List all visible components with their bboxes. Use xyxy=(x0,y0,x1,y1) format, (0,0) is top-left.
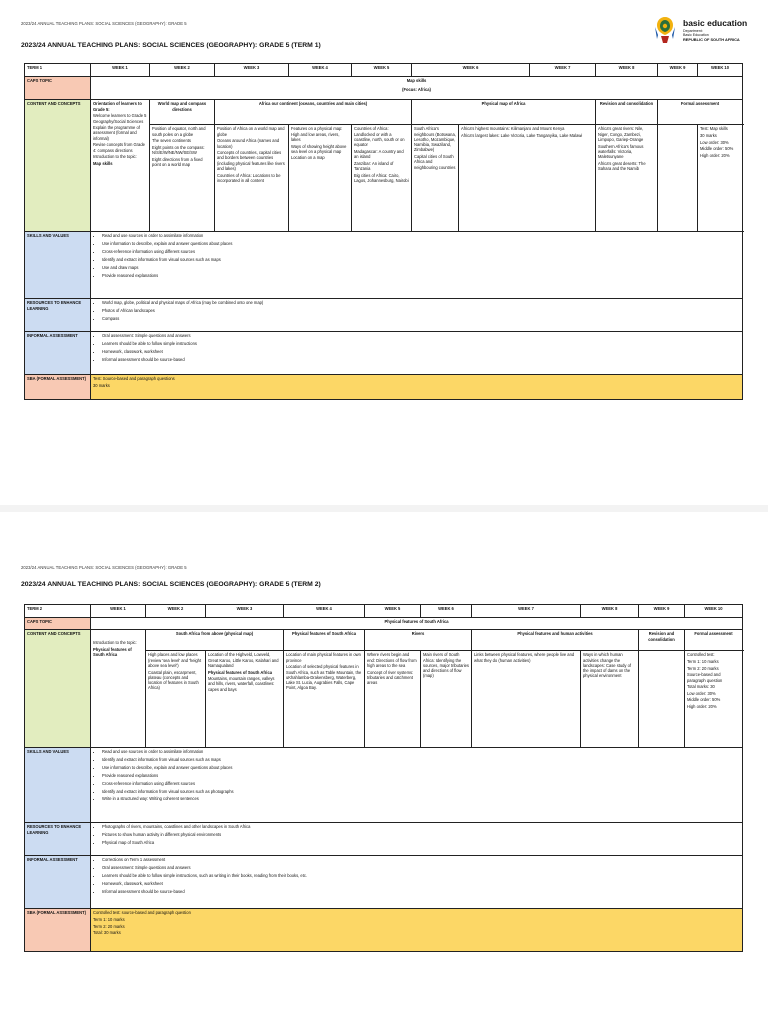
sub-physical-map: Physical map of Africa xyxy=(412,100,596,125)
sub-human-activities: Physical features and human activities xyxy=(472,630,639,651)
week-header: WEEK 7 xyxy=(472,605,581,618)
content-line: Location on a map xyxy=(291,155,325,161)
content-line: Africa's great rivers: Nile, Niger, Congo, Zambezi, Limpopo, Gariep-Orange xyxy=(598,126,644,142)
skill-item: • Identify and extract information from visual sources such as maps xyxy=(102,757,740,762)
week-header: WEEK 6 xyxy=(421,605,472,618)
sba-label: SBA (FORMAL ASSESSMENT) xyxy=(25,909,91,952)
sba-cell xyxy=(91,375,743,400)
content-line: Features on a physical map: High and low areas, rivers, lakes xyxy=(291,126,343,142)
content-line: Controlled test: xyxy=(687,652,715,658)
week-8-content xyxy=(581,651,639,748)
content-line: Zanzibar: An island of Tanzania xyxy=(354,160,394,171)
skill-item: • Provide reasoned explanations xyxy=(102,773,740,778)
content-line: High places and low places (review 'sea level' and 'height above sea level') xyxy=(148,652,202,668)
skill-item: • Cross-reference information using different sources xyxy=(102,249,740,254)
week-6-content xyxy=(421,651,472,748)
informal-row xyxy=(25,856,743,909)
w1-heading: Orientation of learners to Grade 5: xyxy=(93,101,142,112)
content-line: South Africa's neighbours (Botswana, Lesotho, Mozambique, Namibia, Swaziland, Zimbabwe) xyxy=(414,126,456,153)
content-line: Low order: 30% xyxy=(687,690,716,696)
content-line: Eight points on the compass: N/S/E/W/NE/NW/SE/SW xyxy=(152,144,205,156)
content-line: Position of Africa on a world map and globe xyxy=(217,126,285,137)
skill-item: • Read and use sources in order to assimilate information xyxy=(102,749,740,754)
w1-bold: Map skills xyxy=(93,160,113,166)
logo-basic-education: Basic Education xyxy=(683,33,709,37)
content-line: Eight directions from a fixed point on a world map xyxy=(152,156,203,168)
w1-intro: Introduction to the topic: xyxy=(93,640,137,646)
skill-item: • Use information to describe, explain and answer questions about places xyxy=(102,765,740,770)
skills-cell xyxy=(91,748,743,823)
content-line: Location of main physical features in own province xyxy=(286,652,361,663)
resource-item: • Photographs of rivers, mountains, coastlines and other landscapes in South Africa xyxy=(102,824,740,829)
content-line: Africa's great deserts: The Sahara and the Namib xyxy=(598,160,646,171)
content-line: Southern Africa's famous waterfalls: Victoria, Maletsunyane xyxy=(598,143,644,160)
sub-physical-features: Physical features of South Africa xyxy=(284,630,365,651)
week-header: WEEK 9 xyxy=(658,64,698,77)
content-line: Term 1: 10 marks xyxy=(687,659,719,665)
content-line: Ways in which human activities change the landscapes: Case study of the impact of dams on the physical environment xyxy=(583,652,632,679)
caps-topic-label: CAPS TOPIC xyxy=(25,77,91,100)
content-line: Links between physical features, where people live and what they do (human activities) xyxy=(474,652,575,663)
content-line: Location of the Highveld, Lowveld, Great Karoo, Little Karoo, Kalahari and Namaqualand xyxy=(208,652,279,668)
sba-line: Controlled test: source-based and paragraph question xyxy=(93,910,191,916)
content-line: Ways of showing height above sea level on a physical map xyxy=(291,143,347,154)
logo-name: basic education xyxy=(683,18,748,28)
coat-of-arms-icon xyxy=(651,15,679,45)
content-line: Africa's highest mountains: Kilimanjaro and Mount Kenya xyxy=(461,126,565,132)
sba-cell xyxy=(91,909,743,952)
week-header: WEEK 4 xyxy=(289,64,352,77)
caps-focus: (Focus: Africa) xyxy=(402,86,431,92)
content-line: Countries of Africa: Landlocked or with a coastline, north, south or on equator xyxy=(354,126,405,148)
caps-topic: Physical features of South Africa xyxy=(91,618,743,630)
w1-line: Welcome learners to Grade 5 Geography/Social Sciences xyxy=(93,113,147,124)
content-line: Low order: 30% xyxy=(700,139,729,145)
content-line: Term 2: 20 marks xyxy=(687,665,719,671)
week-header: WEEK 2 xyxy=(150,64,215,77)
w1-bold: Physical features of South Africa xyxy=(93,647,132,658)
informal-label: INFORMAL ASSESSMENT xyxy=(25,332,91,375)
week-header: WEEK 4 xyxy=(284,605,365,618)
week-header: WEEK 7 xyxy=(530,64,596,77)
week-header: WEEK 3 xyxy=(215,64,289,77)
informal-item: • Informal assessment should be source-based xyxy=(102,889,740,894)
resources-cell xyxy=(91,823,743,856)
content-line: 30 marks xyxy=(700,133,717,139)
content-line: Position of equator, north and south poles on a globe xyxy=(152,126,206,137)
sba-line: Test: Source-based and paragraph questions xyxy=(93,376,175,382)
informal-item: • Corrections on Term 1 assessment xyxy=(102,857,740,862)
week-2-content xyxy=(150,125,215,232)
content-line-bold: Physical features of South Africa xyxy=(208,669,273,675)
week-4-content xyxy=(284,651,365,748)
content-line: Where rivers begin and end: Directions of flow from high areas to the sea xyxy=(367,652,417,668)
resources-row xyxy=(25,823,743,856)
page-title: 2023/24 ANNUAL TEACHING PLANS: SOCIAL SCIENCES (GEOGRAPHY): GRADE 5 (TERM 2) xyxy=(21,581,321,588)
caps-topic: Map skills xyxy=(406,78,427,84)
w1-line: Introduction to the topic: xyxy=(93,154,137,160)
content-line: Location of selected physical features in South Africa, such as Table Mountain, the uKhahlamba-Drakensberg, Waterberg, Lake St. Lucia, Augrabies Falls, Cape Point, Algoa Bay. xyxy=(286,664,362,691)
week-header: WEEK 3 xyxy=(206,605,284,618)
content-concepts-label: CONTENT AND CONCEPTS xyxy=(25,100,91,232)
week-9-content xyxy=(658,125,698,232)
content-line: Africa's largest lakes: Lake Victoria, Lake Tanganyika, Lake Malawi xyxy=(461,133,583,139)
content-line: Total marks: 30 xyxy=(687,684,715,690)
w1-line: Explain the programme of assessment (formal and informal) xyxy=(93,125,140,141)
content-concepts-label: CONTENT AND CONCEPTS xyxy=(25,630,91,748)
sub-revision: Revision and consolidation xyxy=(596,100,658,125)
page-title: 2023/24 ANNUAL TEACHING PLANS: SOCIAL SCIENCES (GEOGRAPHY): GRADE 5 (TERM 1) xyxy=(21,42,321,49)
informal-item: • Learners should be able to follow simple instructions xyxy=(102,341,740,346)
informal-item: • Homework, classwork, worksheet xyxy=(102,881,740,886)
resources-row xyxy=(25,299,743,332)
skills-cell xyxy=(91,232,743,299)
w1-line: Revise concepts from Grade 4: compass directions xyxy=(93,142,145,153)
week-6-content xyxy=(412,125,459,232)
sub-world-map: World map and compass directions xyxy=(150,100,215,125)
sba-row xyxy=(25,909,743,952)
skill-item: • Use information to describe, explain and answer questions about places xyxy=(102,241,740,246)
informal-item: • Oral assessment: Simple questions and answers xyxy=(102,865,740,870)
week-header-row xyxy=(25,605,743,618)
skill-item: • Cross-reference information using different sources xyxy=(102,781,740,786)
week-header-row xyxy=(25,64,743,77)
logo-republic: REPUBLIC OF SOUTH AFRICA xyxy=(683,37,740,42)
sba-line: 30 marks xyxy=(93,383,110,389)
content-line: The seven continents xyxy=(152,138,191,144)
caps-topic-label: CAPS TOPIC xyxy=(25,618,91,630)
skill-item: • Write in a structured way: Writing coherent sentences xyxy=(102,796,740,801)
resource-item: • Pictures to show human activity in different physical environments xyxy=(102,832,740,837)
sub-formal-assessment: Formal assessment xyxy=(685,630,743,651)
sba-row xyxy=(25,375,743,400)
sba-line: Term 2: 20 marks xyxy=(93,923,125,929)
week-9-content xyxy=(639,651,685,748)
content-line: Mountains, mountain ranges, valleys and hills, rivers, waterfall, coastlines: capes and bays xyxy=(208,676,275,692)
informal-cell xyxy=(91,856,743,909)
caps-topic-row xyxy=(25,618,743,630)
week-7-content xyxy=(472,651,581,748)
term-label: TERM 2 xyxy=(25,605,91,618)
sub-africa: Africa our continent (oceans, countries and main cities) xyxy=(215,100,412,125)
week-2-content xyxy=(146,651,206,748)
skills-label: SKILLS AND VALUES xyxy=(25,748,91,823)
skill-item: • Read and use sources in order to assimilate information xyxy=(102,233,740,238)
sub-formal-assessment: Formal assessment xyxy=(658,100,743,125)
content-subheading-row xyxy=(25,100,743,125)
skill-item: • Identify and extract information from visual sources such as photographs xyxy=(102,789,740,794)
week-3-content xyxy=(206,651,284,748)
informal-item: • Informal assessment should be source-based xyxy=(102,357,740,362)
term-label: TERM 1 xyxy=(25,64,91,77)
content-subheading-row xyxy=(25,630,743,651)
week-header: WEEK 1 xyxy=(91,605,146,618)
content-line: Test: Map skills xyxy=(700,126,728,132)
resources-cell xyxy=(91,299,743,332)
sub-rivers: Rivers xyxy=(365,630,472,651)
week-header: WEEK 1 xyxy=(91,64,150,77)
sub-sa-from-above: South Africa from above (physical map) xyxy=(146,630,284,651)
content-line: Main rivers of South Africa: Identifying the sources, major tributaries and directions of flow (map) xyxy=(423,652,469,679)
informal-item: • Oral assessment: Simple questions and answers xyxy=(102,333,740,338)
week-4-content xyxy=(289,125,352,232)
resource-item: • Compass xyxy=(102,316,740,321)
term-1-table xyxy=(24,63,743,400)
assessment-content xyxy=(698,125,743,232)
week-3-content xyxy=(215,125,289,232)
week-header: WEEK 5 xyxy=(365,605,421,618)
skill-item: • Use and draw maps xyxy=(102,265,740,270)
content-line: Big cities of Africa: Cairo, Lagos, Johannesburg, Nairobi xyxy=(354,172,409,183)
week-header: WEEK 5 xyxy=(352,64,412,77)
week-header: WEEK 2 xyxy=(146,605,206,618)
resources-label: RESOURCES TO ENHANCE LEARNING xyxy=(25,299,91,332)
content-line: Concept of river systems: tributaries and catchment areas xyxy=(367,669,414,686)
content-line: Source-based and paragraph question xyxy=(687,672,723,683)
week-header: WEEK 8 xyxy=(596,64,658,77)
week-header: WEEK 9 xyxy=(639,605,685,618)
informal-row xyxy=(25,332,743,375)
week-header: WEEK 6 xyxy=(412,64,530,77)
content-line: Countries of Africa: Locations to be incorporated in all content xyxy=(217,172,281,183)
informal-item: • Learners should be able to follow simple instructions, such as writing in their books, reading from their books, etc. xyxy=(102,873,740,878)
department-logo xyxy=(651,15,768,55)
week-8-content xyxy=(596,125,658,232)
logo-department: Department: xyxy=(683,29,703,33)
skill-item: • Identify and extract information from visual sources such as maps xyxy=(102,257,740,262)
week-header: WEEK 8 xyxy=(581,605,639,618)
week-1-content xyxy=(91,630,146,748)
resource-item: • Physical map of South Africa xyxy=(102,840,740,845)
week-5-content xyxy=(365,651,421,748)
skills-row xyxy=(25,748,743,823)
informal-item: • Homework, classwork, worksheet xyxy=(102,349,740,354)
running-header: 2023/24 ANNUAL TEACHING PLANS: SOCIAL SCIENCES (GEOGRAPHY): GRADE 5 xyxy=(21,565,187,570)
content-line: Madagascar: A country and an island xyxy=(354,148,404,160)
informal-label: INFORMAL ASSESSMENT xyxy=(25,856,91,909)
content-line: Oceans around Africa (names and location) xyxy=(217,138,280,149)
week-header: WEEK 10 xyxy=(685,605,743,618)
sba-line: Term 1: 10 marks xyxy=(93,917,125,923)
week-header: WEEK 10 xyxy=(698,64,743,77)
week-7-content xyxy=(459,125,596,232)
content-line: Coastal plain, escarpment, plateau (concepts and location of features in South Africa) xyxy=(148,669,199,691)
sba-line: Total: 30 marks xyxy=(93,930,121,936)
resources-label: RESOURCES TO ENHANCE LEARNING xyxy=(25,823,91,856)
resource-item: • Photos of African landscapes xyxy=(102,308,740,313)
content-line: Concepts of countries, capital cities and borders between countries (including physical features like rivers and lakes) xyxy=(217,150,285,171)
caps-topic-cell xyxy=(91,77,743,100)
skills-label: SKILLS AND VALUES xyxy=(25,232,91,299)
content-line: Capital cities of South Africa and neighbouring countries xyxy=(414,154,456,170)
skills-row xyxy=(25,232,743,299)
assessment-content xyxy=(685,651,743,748)
content-line: Middle order: 50% xyxy=(700,146,734,152)
week-1-content xyxy=(91,100,150,232)
running-header: 2023/24 ANNUAL TEACHING PLANS: SOCIAL SCIENCES (GEOGRAPHY): GRADE 5 xyxy=(21,21,187,26)
skill-item: • Provide reasoned explanations xyxy=(102,273,740,278)
content-line: High order: 20% xyxy=(700,152,730,158)
term-2-table xyxy=(24,604,743,952)
content-line: High order: 20% xyxy=(687,704,717,710)
week-5-content xyxy=(352,125,412,232)
informal-cell xyxy=(91,332,743,375)
resource-item: • World map, globe, political and physical maps of Africa (may be combined onto one map) xyxy=(102,300,740,305)
sub-revision: Revision and consolidation xyxy=(639,630,685,651)
caps-topic-row xyxy=(25,77,743,100)
content-line: Middle order: 50% xyxy=(687,697,721,703)
sba-label: SBA (FORMAL ASSESSMENT) xyxy=(25,375,91,400)
